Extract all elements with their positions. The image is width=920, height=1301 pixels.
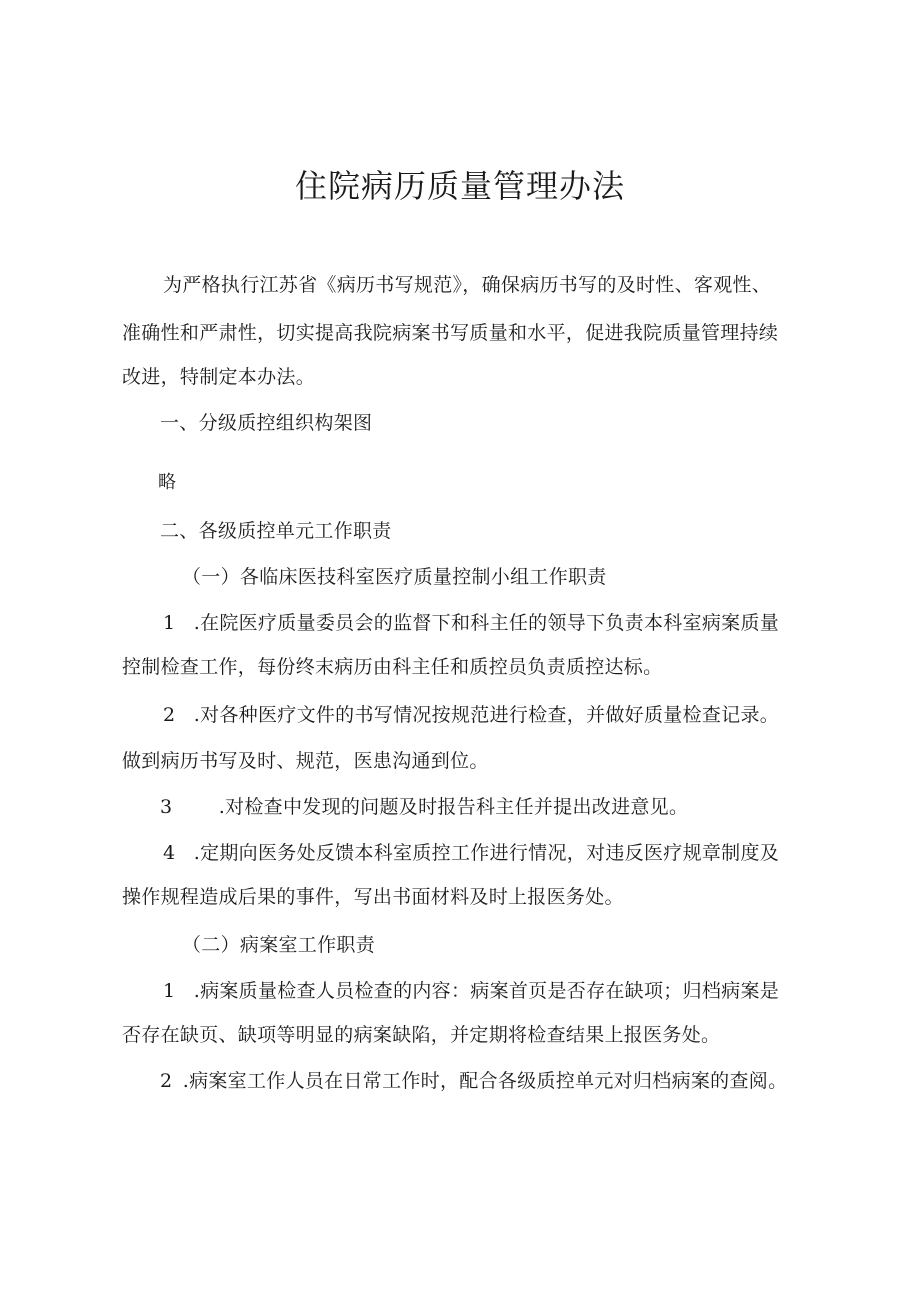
- item-text: .在院医疗质量委员会的监督下和科主任的领导下负责本科室病案质量: [193, 612, 780, 634]
- item-text: .病案室工作人员在日常工作时，配合各级质控单元对归档病案的查阅。: [182, 1070, 788, 1092]
- item-text: .定期向医务处反馈本科室质控工作进行情况，对违反医疗规章制度及: [193, 842, 780, 864]
- section-1-heading: 一、分级质控组织构架图: [160, 412, 373, 434]
- intro-line-3: 改进，特制定本办法。: [122, 366, 316, 388]
- subsection-1-heading: （一）各临床医技科室医疗质量控制小组工作职责: [182, 566, 607, 588]
- item-number: 1: [163, 980, 176, 1002]
- sub1-item-4-line-2: 操作规程造成后果的事件，写出书面材料及时上报医务处。: [122, 886, 624, 908]
- item-number: 4: [163, 842, 176, 864]
- item-number: 3: [160, 796, 173, 818]
- sub1-item-2-line-1: [163, 700, 779, 730]
- sub1-item-3-line-1: [160, 792, 688, 822]
- sub1-item-2-line-2: 做到病历书写及时、规范，医患沟通到位。: [122, 750, 489, 772]
- sub2-item-2-line-1: [160, 1066, 787, 1096]
- item-number: 2: [163, 704, 176, 726]
- item-text: .病案质量检查人员检查的内容：病案首页是否存在缺项；归档病案是: [193, 980, 780, 1002]
- document-title: 住院病历质量管理办法: [294, 167, 625, 205]
- sub1-item-4-line-1: [163, 838, 779, 868]
- section-2-heading: 二、各级质控单元工作职责: [160, 520, 392, 542]
- sub1-item-1-line-2: 控制检查工作，每份终末病历由科主任和质控员负责质控达标。: [122, 656, 663, 678]
- subsection-2-heading: （二）病案室工作职责: [182, 934, 376, 956]
- item-text: .对各种医疗文件的书写情况按规范进行检查，并做好质量检查记录。: [193, 704, 780, 726]
- item-number: 1: [163, 612, 176, 634]
- section-1-body: 略: [158, 472, 177, 493]
- item-number: 2: [160, 1070, 173, 1092]
- sub2-item-1-line-2: 否存在缺页、缺项等明显的病案缺陷，并定期将检查结果上报医务处。: [122, 1024, 721, 1046]
- sub1-item-1-line-1: [163, 608, 779, 638]
- intro-line-1: 为严格执行江苏省《病历书写规范》，确保病历书写的及时性、客观性、: [163, 274, 772, 296]
- sub2-item-1-line-1: [163, 976, 779, 1006]
- intro-line-2: 准确性和严肃性，切实提高我院病案书写质量和水平，促进我院质量管理持续: [122, 322, 779, 344]
- item-text: .对检查中发现的问题及时报告科主任并提出改进意见。: [218, 796, 689, 818]
